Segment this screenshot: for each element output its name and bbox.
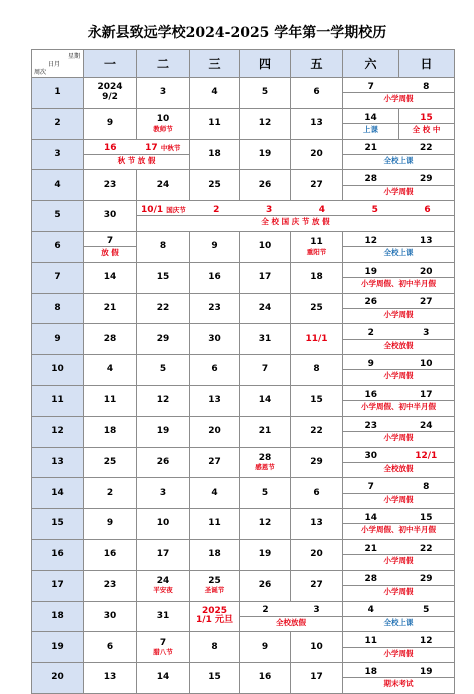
date-cell: 15 (137, 262, 190, 293)
date-text (137, 144, 190, 153)
date-text: 3 (265, 204, 273, 215)
date-cell: 15 (190, 663, 240, 694)
weekend-cell (343, 478, 455, 509)
week-row (32, 231, 455, 262)
date-text: 12 (364, 235, 378, 246)
weekend-cell (343, 509, 455, 540)
week-number: 10 (32, 355, 84, 386)
weekend-cell (343, 570, 455, 601)
date-text: 22 (419, 143, 433, 154)
week-number: 19 (32, 632, 84, 663)
date-text: 25 (208, 576, 221, 587)
date-cell: 14 (84, 262, 137, 293)
weekend-cell (343, 385, 455, 416)
date-text: 4 (367, 605, 374, 616)
holiday-note: 全校放假 (240, 616, 342, 627)
date-cell (137, 632, 190, 663)
date-text: 4 (318, 204, 326, 215)
week-number: 4 (32, 170, 84, 201)
weekend-note: 小学周假 (343, 431, 454, 442)
date-cell: 10 (137, 509, 190, 540)
date-cell: 16 (240, 663, 291, 694)
date-cell: 25 (190, 170, 240, 201)
date-text: 20 (419, 266, 433, 277)
date-cell: 15 (291, 385, 343, 416)
week-number: 11 (32, 385, 84, 416)
date-cell: 23 (190, 293, 240, 324)
date-cell (190, 601, 240, 632)
week-number: 15 (32, 509, 84, 540)
corner-date-label: 日月 (48, 61, 61, 68)
date-text: 29 (419, 574, 433, 585)
date-text: 11 (310, 237, 323, 248)
holiday-cell (240, 601, 343, 632)
corner-cell (32, 50, 84, 78)
weekend-note: 小学周假 (343, 308, 454, 319)
week-row (32, 447, 455, 478)
date-cell: 24 (137, 170, 190, 201)
date-text: 30 (364, 451, 378, 462)
date-cell: 12 (137, 385, 190, 416)
weekend-cell (343, 262, 455, 293)
holiday-cell (84, 139, 190, 170)
date-text: 2 (367, 328, 374, 339)
weekend-cell (343, 416, 455, 447)
date-cell: 24 (240, 293, 291, 324)
holiday-note: 全 校 国 庆 节 放 假 (137, 215, 454, 226)
date-cell: 5 (137, 355, 190, 386)
date-cell: 18 (190, 139, 240, 170)
weekend-note: 小学周假、初中半月假 (343, 277, 454, 288)
day-header: 日 (399, 50, 455, 78)
date-cell: 7 (240, 355, 291, 386)
date-cell: 5 (240, 478, 291, 509)
date-text: 8 (423, 81, 430, 92)
date-text: 7 (106, 235, 114, 246)
date-text: 3 (423, 328, 430, 339)
date-text: 1/1 元旦 (196, 615, 233, 626)
date-cell: 29 (137, 324, 190, 355)
date-cell: 8 (291, 355, 343, 386)
week-row (32, 324, 455, 355)
date-cell (137, 108, 190, 139)
date-cell: 11 (84, 385, 137, 416)
date-cell: 12 (240, 509, 291, 540)
date-cell: 18 (190, 539, 240, 570)
holiday-note: 感恩节 (255, 463, 275, 472)
week-row (32, 78, 455, 109)
date-cell: 9 (240, 632, 291, 663)
date-text: 2025 (201, 606, 228, 616)
date-cell: 31 (240, 324, 291, 355)
date-text: 24 (419, 420, 433, 431)
weekend-cell (343, 447, 455, 478)
date-text: 28 (364, 574, 378, 585)
date-cell: 9 (190, 231, 240, 262)
day-header: 六 (343, 50, 399, 78)
date-cell: 31 (137, 601, 190, 632)
date-text: 17 (145, 143, 158, 154)
week-number: 13 (32, 447, 84, 478)
week-number: 18 (32, 601, 84, 632)
date-cell: 17 (240, 262, 291, 293)
weekend-note: 小学周假 (343, 554, 454, 565)
date-cell: 3 (137, 478, 190, 509)
holiday-note: 重阳节 (306, 247, 327, 256)
week-row (32, 509, 455, 540)
date-cell: 26 (240, 570, 291, 601)
date-cell: 29 (291, 447, 343, 478)
date-cell: 22 (291, 416, 343, 447)
date-text: 21 (364, 143, 378, 154)
weekend-cell (343, 231, 455, 262)
holiday-note: 国庆节 (166, 205, 186, 214)
date-text: 29 (419, 174, 433, 185)
date-text: 7 (367, 81, 374, 92)
date-text: 3 (313, 605, 320, 616)
weekend-cell (343, 293, 455, 324)
weekend-note: 小学周假 (343, 585, 454, 596)
date-cell: 13 (291, 108, 343, 139)
date-cell: 4 (84, 355, 137, 386)
date-text: 2 (262, 605, 269, 616)
weekend-cell (343, 78, 455, 109)
corner-day-label: 星期 (67, 53, 80, 60)
week-number: 20 (32, 663, 84, 694)
date-cell: 16 (190, 262, 240, 293)
holiday-note: 平安夜 (153, 586, 173, 595)
date-cell: 9 (84, 509, 137, 540)
date-cell: 5 (240, 78, 291, 109)
date-cell: 26 (240, 170, 291, 201)
holiday-note: 腊八节 (153, 648, 173, 657)
date-cell: 26 (137, 447, 190, 478)
date-cell: 11 (190, 108, 240, 139)
day-header: 一 (84, 50, 137, 78)
day-header: 三 (190, 50, 240, 78)
date-cell: 30 (84, 601, 137, 632)
date-text: 5 (423, 605, 430, 616)
weekend-note: 小学周假 (343, 369, 454, 380)
date-cell: 17 (137, 539, 190, 570)
date-cell: 10 (291, 632, 343, 663)
weekend-note: 全校放假 (343, 339, 454, 350)
date-text: 5 (371, 204, 378, 215)
weekend-note: 小学周假 (343, 92, 454, 103)
date-cell: 2 (84, 478, 137, 509)
date-text: 6 (424, 204, 431, 215)
weekend-note: 全校上课 (343, 154, 454, 165)
weekend-note: 全 校 中 (399, 123, 454, 134)
date-text: 2 (213, 204, 220, 215)
weekend-note: 小学周假 (343, 493, 454, 504)
weekend-cell (343, 601, 455, 632)
date-text: 27 (419, 297, 433, 308)
week-number: 5 (32, 201, 84, 232)
weekend-cell (343, 539, 455, 570)
day-header: 二 (137, 50, 190, 78)
date-cell: 13 (190, 385, 240, 416)
header-row (32, 50, 455, 78)
week-row (32, 385, 455, 416)
date-cell (343, 108, 399, 139)
day-header: 四 (240, 50, 291, 78)
date-cell: 8 (190, 632, 240, 663)
date-cell: 8 (137, 231, 190, 262)
date-cell (399, 108, 455, 139)
date-cell: 11 (190, 509, 240, 540)
week-number: 9 (32, 324, 84, 355)
holiday-note: 教师节 (153, 124, 173, 133)
date-cell: 18 (291, 262, 343, 293)
date-cell: 17 (291, 663, 343, 694)
day-header: 五 (291, 50, 343, 78)
date-cell: 14 (240, 385, 291, 416)
date-cell: 30 (190, 324, 240, 355)
week-row (32, 170, 455, 201)
date-cell: 19 (137, 416, 190, 447)
week-row (32, 262, 455, 293)
date-cell (190, 570, 240, 601)
week-number: 7 (32, 262, 84, 293)
date-text: 7 (159, 637, 167, 648)
page-title: 永新县致远学校2024-2025 学年第一学期校历 (87, 25, 387, 41)
weekend-note: 小学周假 (343, 185, 454, 196)
week-row (32, 108, 455, 139)
weekend-cell (343, 632, 455, 663)
date-text: 14 (364, 512, 378, 523)
weekend-note: 期末考试 (343, 677, 454, 688)
date-text: 10/1 (141, 204, 164, 215)
date-text: 21 (364, 543, 378, 554)
date-text: 7 (367, 482, 374, 493)
week-number: 12 (32, 416, 84, 447)
date-text: 11 (364, 636, 378, 647)
weekend-note: 上课 (343, 123, 398, 134)
date-text: 14 (364, 112, 377, 123)
weekend-note: 全校放假 (343, 462, 454, 473)
date-cell: 6 (190, 355, 240, 386)
week-number: 8 (32, 293, 84, 324)
date-text (137, 206, 190, 215)
date-cell: 11/1 (291, 324, 343, 355)
date-text: 12/1 (415, 451, 438, 462)
date-text: 28 (258, 452, 272, 463)
date-cell: 3 (137, 78, 190, 109)
date-text: 19 (419, 666, 433, 677)
date-text: 15 (419, 512, 433, 523)
week-number: 17 (32, 570, 84, 601)
date-cell: 27 (291, 170, 343, 201)
weekend-note: 小学周假、初中半月假 (343, 400, 454, 411)
date-cell: 10 (240, 231, 291, 262)
week-number: 14 (32, 478, 84, 509)
date-text: 24 (156, 576, 170, 587)
date-cell: 4 (190, 478, 240, 509)
week-row (32, 139, 455, 170)
date-text: 12 (419, 636, 433, 647)
date-cell: 25 (291, 293, 343, 324)
weekend-cell (343, 170, 455, 201)
calendar-table (31, 49, 455, 694)
holiday-cell (137, 201, 455, 232)
date-text: 9/2 (102, 91, 118, 102)
date-cell: 6 (291, 78, 343, 109)
week-row (32, 355, 455, 386)
week-number: 3 (32, 139, 84, 170)
weekend-cell (343, 663, 455, 694)
date-cell: 9 (84, 108, 137, 139)
date-cell: 19 (240, 139, 291, 170)
date-cell: 28 (84, 324, 137, 355)
date-cell: 14 (137, 663, 190, 694)
date-cell: 27 (291, 570, 343, 601)
date-cell: 19 (240, 539, 291, 570)
week-number: 1 (32, 78, 84, 109)
week-row (32, 201, 455, 232)
date-text: 17 (419, 389, 433, 400)
date-cell: 20 (291, 139, 343, 170)
date-text: 16 (364, 389, 378, 400)
date-text: 2024 (97, 82, 123, 93)
holiday-note: 中秋节 (160, 144, 181, 153)
date-cell: 20 (190, 416, 240, 447)
holiday-note: 圣诞节 (204, 586, 225, 595)
date-text: 22 (419, 543, 433, 554)
date-text: 28 (364, 174, 378, 185)
date-text: 16 (103, 143, 117, 154)
weekend-note: 小学周假 (343, 647, 454, 658)
week-row (32, 293, 455, 324)
date-cell: 20 (291, 539, 343, 570)
date-cell: 30 (84, 201, 137, 232)
date-cell: 6 (291, 478, 343, 509)
date-cell: 13 (291, 509, 343, 540)
date-text: 10 (156, 114, 170, 125)
holiday-note: 秋 节 放 假 (84, 154, 189, 165)
date-cell: 6 (84, 632, 137, 663)
date-cell (291, 231, 343, 262)
date-text: 15 (420, 112, 433, 123)
date-text: 9 (367, 358, 374, 369)
week-row (32, 663, 455, 694)
date-text: 13 (419, 235, 433, 246)
week-row (32, 478, 455, 509)
date-cell (137, 570, 190, 601)
date-cell: 4 (190, 78, 240, 109)
date-text: 26 (364, 297, 378, 308)
date-text: 18 (364, 666, 378, 677)
week-row (32, 570, 455, 601)
week-row (32, 632, 455, 663)
week-row (32, 416, 455, 447)
date-text: 10 (419, 358, 433, 369)
week-number: 6 (32, 231, 84, 262)
holiday-note: 放 假 (84, 246, 136, 257)
date-text: 19 (364, 266, 378, 277)
weekend-cell (343, 139, 455, 170)
date-cell (240, 447, 291, 478)
week-number: 2 (32, 108, 84, 139)
weekend-note: 全校上课 (343, 616, 454, 627)
date-cell: 21 (240, 416, 291, 447)
weekend-cell (343, 355, 455, 386)
date-text: 23 (364, 420, 378, 431)
date-cell: 22 (137, 293, 190, 324)
date-cell: 13 (84, 663, 137, 694)
date-cell: 12 (240, 108, 291, 139)
date-cell: 18 (84, 416, 137, 447)
corner-week-label: 周次 (34, 69, 47, 76)
weekend-note: 小学周假、初中半月假 (343, 523, 454, 534)
date-cell: 21 (84, 293, 137, 324)
week-row (32, 601, 455, 632)
week-number: 16 (32, 539, 84, 570)
date-text: 8 (423, 482, 430, 493)
weekend-cell (343, 324, 455, 355)
date-cell (84, 231, 137, 262)
date-cell (84, 78, 137, 109)
date-cell: 25 (84, 447, 137, 478)
date-cell: 16 (84, 539, 137, 570)
date-cell: 23 (84, 170, 137, 201)
date-cell: 23 (84, 570, 137, 601)
date-cell: 27 (190, 447, 240, 478)
weekend-note: 全校上课 (343, 246, 454, 257)
week-row (32, 539, 455, 570)
